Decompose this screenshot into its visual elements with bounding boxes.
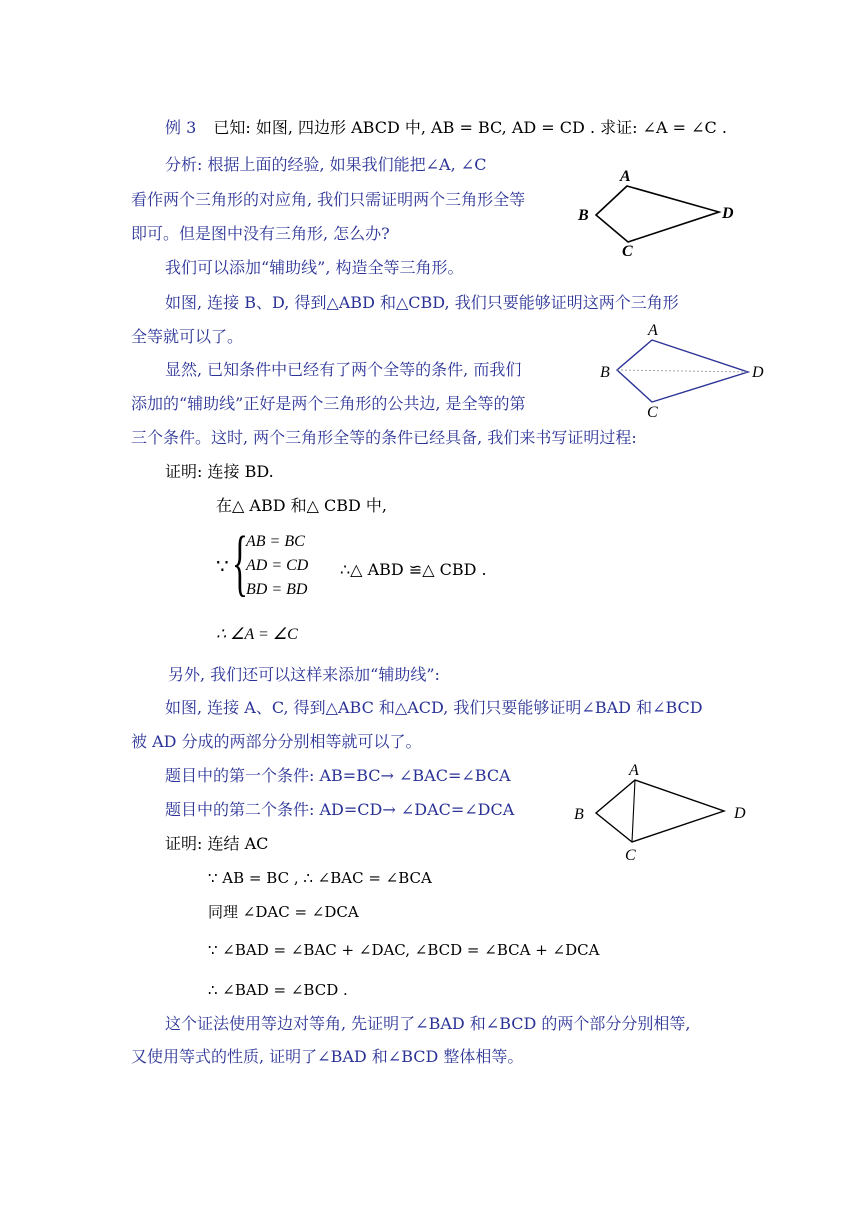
condition-2: 题目中的第二个条件: AD=CD→ ∠DAC=∠DCA <box>165 800 515 819</box>
fig3-label-c: C <box>625 847 636 864</box>
method2-intro: 另外, 我们还可以这样来添加“辅助线”: <box>168 665 440 684</box>
fig2-label-c: C <box>647 404 658 421</box>
example-statement: 已知: 如图, 四边形 ABCD 中, AB = BC, AD = CD . 求证: ∠A = ∠C . <box>213 118 727 137</box>
angle-conclusion: ∴ ∠A = ∠C <box>216 626 298 643</box>
proof2-title: 证明: 连结 AC <box>165 834 269 853</box>
proof2-step-1: ∵ AB = BC , ∴ ∠BAC = ∠BCA <box>208 869 432 887</box>
fig2-label-d: D <box>752 364 764 381</box>
congruent-conclusion: ∴△ ABD ≌△ CBD . <box>340 560 487 579</box>
fig2-label-b: B <box>600 364 610 381</box>
example-number: 例 3 <box>165 118 197 137</box>
equation-3: BD = BD <box>246 581 308 598</box>
fig3-label-a: A <box>629 762 639 779</box>
condition-1: 题目中的第一个条件: AB=BC→ ∠BAC=∠BCA <box>165 766 511 785</box>
equation-2: AD = CD <box>246 557 309 574</box>
analysis-line-5: 如图, 连接 B、D, 得到△ABD 和△CBD, 我们只要能够证明这两个三角形 <box>165 293 679 312</box>
proof2-step-4: ∴ ∠BAD = ∠BCD . <box>208 981 348 999</box>
analysis-line-7: 显然, 已知条件中已经有了两个全等的条件, 而我们 <box>165 360 522 379</box>
fig1-label-a: A <box>620 168 631 185</box>
fig1-label-d: D <box>722 205 734 222</box>
analysis-line-9: 三个条件。这时, 两个三角形全等的条件已经具备, 我们来书写证明过程: <box>131 428 637 447</box>
method2-line-1: 如图, 连接 A、C, 得到△ABC 和△ACD, 我们只要能够证明∠BAD 和∠BCD <box>165 698 703 717</box>
proof2-step-2: 同理 ∠DAC = ∠DCA <box>208 903 359 921</box>
summary-line-1: 这个证法使用等边对等角, 先证明了∠BAD 和∠BCD 的两个部分分别相等, <box>165 1014 691 1033</box>
analysis-line-8: 添加的“辅助线”正好是两个三角形的公共边, 是全等的第 <box>131 394 526 413</box>
analysis-line-3: 即可。但是图中没有三角形, 怎么办? <box>131 224 390 243</box>
fig3-label-b: B <box>574 806 584 823</box>
equation-1: AB = BC <box>246 533 305 550</box>
fig3-label-d: D <box>734 805 746 822</box>
system-brace: { <box>232 522 248 604</box>
proof1-title: 证明: 连接 BD. <box>165 462 274 481</box>
fig3-diagonal-ac <box>632 780 635 842</box>
analysis-line-2: 看作两个三角形的对应角, 我们只需证明两个三角形全等 <box>131 190 526 209</box>
fig1-label-c: C <box>622 243 633 260</box>
summary-line-2: 又使用等式的性质, 证明了∠BAD 和∠BCD 整体相等。 <box>131 1047 524 1066</box>
fig3-quad-outline <box>596 780 724 842</box>
fig1-label-b: B <box>578 207 589 224</box>
proof2-step-3: ∵ ∠BAD = ∠BAC + ∠DAC, ∠BCD = ∠BCA + ∠DCA <box>208 941 600 959</box>
because-symbol: ∵ <box>216 554 229 578</box>
analysis-line-4: 我们可以添加“辅助线”, 构造全等三角形。 <box>165 258 464 277</box>
method2-line-2: 被 AD 分成的两部分分别相等就可以了。 <box>131 732 422 751</box>
fig2-label-a: A <box>648 322 658 339</box>
analysis-line-6: 全等就可以了。 <box>131 327 244 346</box>
proof1-in-triangles: 在△ ABD 和△ CBD 中, <box>216 496 388 515</box>
analysis-line-1: 分析: 根据上面的经验, 如果我们能把∠A, ∠C <box>165 155 487 174</box>
